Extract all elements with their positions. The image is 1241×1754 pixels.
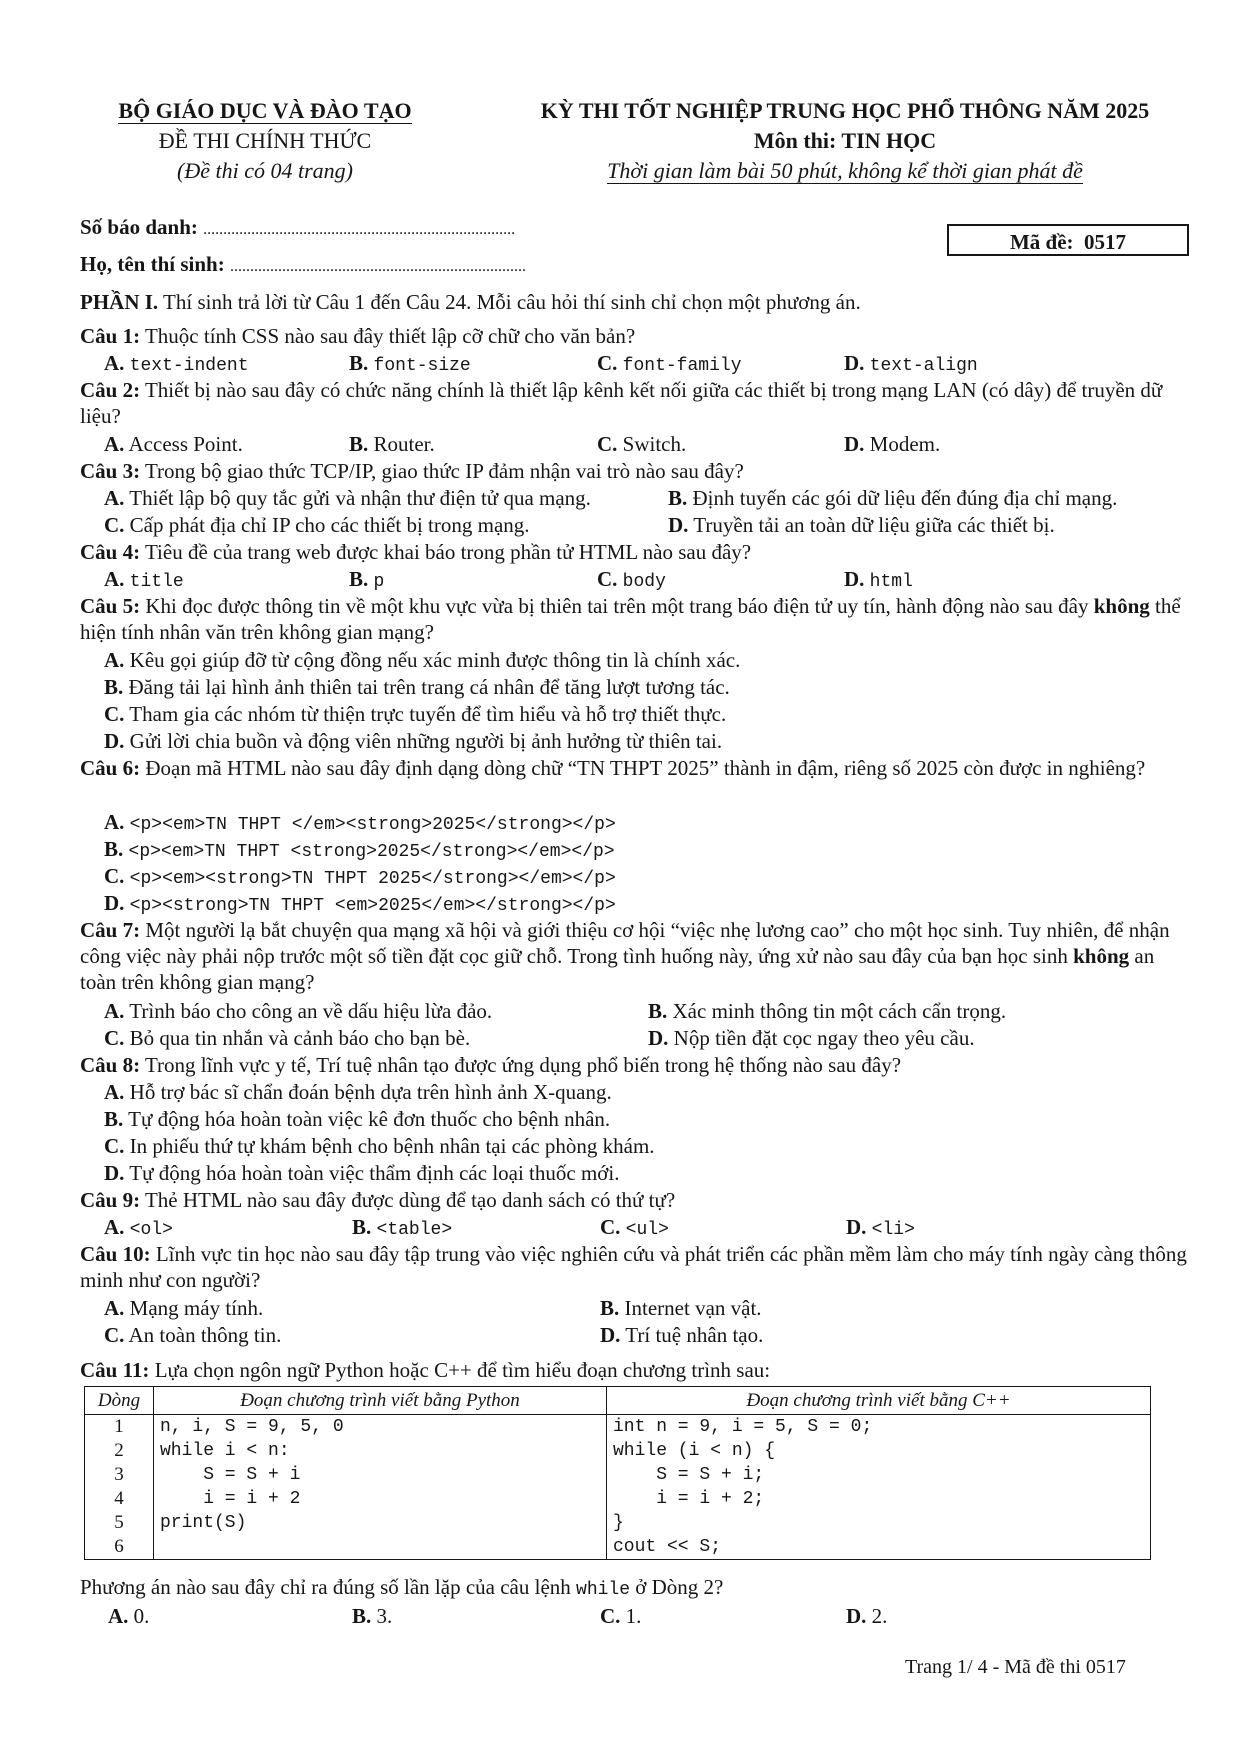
q1-option-d[interactable] (844, 350, 978, 379)
q10-option-b[interactable] (600, 1295, 762, 1321)
question-number: Câu 10: (80, 1242, 151, 1266)
question-text-cont: ở Dòng 2? (635, 1575, 724, 1599)
python-line: S = S + i (160, 1465, 301, 1485)
question-text-cont: thể hiện tính nhân văn trên không gian mạng? (80, 594, 1181, 644)
name-label: Họ, tên thí sinh: (80, 252, 225, 276)
option-label: D. (844, 432, 865, 456)
exam-code-label: Mã đề: (1009, 230, 1074, 254)
q6-option-d[interactable] (104, 890, 616, 919)
cpp-line: } (613, 1513, 624, 1533)
question-10 (80, 1241, 1195, 1293)
line-number-cell (85, 1415, 154, 1560)
q2-option-b[interactable] (349, 431, 435, 457)
option-label: C. (104, 1026, 125, 1050)
option-text: Access Point. (128, 432, 243, 456)
question-7 (80, 917, 1195, 995)
question-number: Câu 11: (80, 1358, 150, 1382)
cpp-line: int n = 9, i = 5, S = 0; (613, 1417, 873, 1437)
option-text: Tự động hóa hoàn toàn việc thẩm định các loại thuốc mới. (129, 1161, 620, 1185)
option-text: Nộp tiền đặt cọc ngay theo yêu cầu. (673, 1026, 975, 1050)
q7-option-b[interactable] (648, 998, 1006, 1024)
python-line: n, i, S = 9, 5, 0 (160, 1417, 344, 1437)
cpp-line: while (i < n) { (613, 1441, 776, 1461)
option-label: A. (104, 999, 125, 1023)
col-header-line: Dòng (85, 1387, 154, 1415)
question-4 (80, 539, 1195, 565)
option-label: A. (104, 567, 125, 591)
sbd-label: Số báo danh: (80, 215, 198, 239)
option-text: Bỏ qua tin nhắn và cảnh báo cho bạn bè. (129, 1026, 471, 1050)
q11-option-c[interactable] (600, 1603, 641, 1629)
q9-option-a[interactable] (104, 1214, 173, 1243)
header-right (500, 96, 1190, 186)
option-text: Internet vạn vật. (624, 1296, 762, 1320)
option-text: Trình báo cho công an về dấu hiệu lừa đảo. (129, 999, 493, 1023)
question-text: Một người lạ bắt chuyện qua mạng xã hội và giới thiệu cơ hội “việc nhẹ lương cao” cho một học sinh. Tuy nhiên, để nhận công việc này phải nộp trước một số tiền đặt cọc giữ chỗ. Trong tình huống này, ứng xử nào sau đây của bạn học sinh (80, 918, 1170, 968)
question-9 (80, 1187, 1195, 1213)
cpp-line: i = i + 2; (613, 1489, 765, 1509)
option-label: C. (104, 702, 125, 726)
option-label: B. (349, 567, 369, 591)
question-text: Thẻ HTML nào sau đây được dùng để tạo danh sách có thứ tự? (144, 1188, 676, 1212)
q7-option-d[interactable] (648, 1025, 975, 1051)
q2-option-d[interactable] (844, 431, 940, 457)
option-text: <p><em>TN THPT </em><strong>2025</strong></p> (129, 815, 616, 835)
q11-option-b[interactable] (352, 1603, 392, 1629)
q3-option-a[interactable] (104, 485, 591, 511)
cpp-line: cout << S; (613, 1537, 722, 1557)
line-number: 3 (114, 1464, 124, 1485)
option-label: A. (104, 1215, 125, 1239)
option-text: Kêu gọi giúp đỡ từ cộng đồng nếu xác minh được thông tin là chính xác. (129, 648, 741, 672)
line-number: 1 (114, 1416, 124, 1437)
question-text: Tiêu đề của trang web được khai báo trong phần tử HTML nào sau đây? (144, 540, 752, 564)
option-label: C. (104, 513, 125, 537)
option-label: D. (668, 513, 689, 537)
question-number: Câu 5: (80, 594, 141, 618)
time-note-text: Thời gian làm bài 50 phút, không kể thời gian phát đề (607, 158, 1083, 183)
option-label: D. (600, 1323, 621, 1347)
q3-option-c[interactable] (104, 512, 530, 538)
option-label: D. (648, 1026, 669, 1050)
option-text: text-indent (129, 356, 249, 376)
option-label: C. (597, 567, 618, 591)
python-code-cell (154, 1415, 607, 1560)
option-text: Đăng tải lại hình ảnh thiên tai trên trang cá nhân để tăng lượt tương tác. (128, 675, 730, 699)
question-text: Lĩnh vực tin học nào sau đây tập trung vào việc nghiên cứu và phát triển các phần mềm làm cho máy tính ngày càng thông minh như con người? (80, 1242, 1187, 1292)
q9-option-b[interactable] (352, 1214, 452, 1243)
option-label: A. (104, 486, 125, 510)
option-label: D. (844, 567, 865, 591)
subject-label: Môn thi: (753, 128, 837, 153)
line-number: 2 (114, 1440, 124, 1461)
q2-option-a[interactable] (104, 431, 243, 457)
q8-option-d[interactable] (104, 1160, 620, 1186)
question-number: Câu 1: (80, 324, 141, 348)
option-label: C. (104, 864, 125, 888)
table-header-row (85, 1387, 1151, 1415)
q5-option-b[interactable] (104, 674, 730, 700)
exam-code-box (947, 224, 1189, 256)
q8-option-b[interactable] (104, 1106, 610, 1132)
question-number: Câu 8: (80, 1053, 141, 1077)
q1-option-a[interactable] (104, 350, 249, 379)
q3-option-d[interactable] (668, 512, 1055, 538)
question-emphasis: không (1073, 944, 1130, 968)
option-label: C. (597, 351, 618, 375)
ministry-name: BỘ GIÁO DỤC VÀ ĐÀO TẠO (118, 98, 412, 123)
option-text: 0. (133, 1604, 150, 1628)
option-text: <ul> (625, 1220, 669, 1240)
option-label: A. (104, 1296, 125, 1320)
option-text: Switch. (622, 432, 687, 456)
option-label: C. (600, 1604, 621, 1628)
option-text: font-size (373, 356, 471, 376)
q7-option-a[interactable] (104, 998, 492, 1024)
q1-option-b[interactable] (349, 350, 471, 379)
cpp-code-cell (607, 1415, 1151, 1560)
option-text: 3. (376, 1604, 393, 1628)
option-label: A. (104, 1080, 125, 1104)
col-header-python: Đoạn chương trình viết bằng Python (154, 1387, 607, 1415)
python-line (160, 1535, 600, 1559)
q9-option-d[interactable] (846, 1214, 915, 1243)
question-text: Khi đọc được thông tin về một khu vực vừa bị thiên tai trên một trang báo điện tử uy tín, hành động nào sau đây (145, 594, 1089, 618)
option-label: D. (104, 729, 125, 753)
question-number: Câu 6: (80, 756, 141, 780)
exam-code: 0517 (1084, 230, 1127, 254)
option-label: B. (600, 1296, 620, 1320)
option-text: Tham gia các nhóm từ thiện trực tuyến để tìm hiểu và hỗ trợ thiết thực. (129, 702, 727, 726)
option-label: C. (104, 1134, 125, 1158)
sbd-field[interactable]: .............................................................................. (203, 221, 516, 238)
q11-option-d[interactable] (846, 1603, 887, 1629)
option-label: C. (600, 1215, 621, 1239)
time-note (500, 156, 1190, 186)
q2-option-c[interactable] (597, 431, 686, 457)
q6-option-a[interactable] (104, 809, 616, 838)
question-code: while (576, 1580, 631, 1600)
option-label: B. (104, 837, 124, 861)
question-3 (80, 458, 1195, 484)
q8-option-c[interactable] (104, 1133, 655, 1159)
option-label: D. (104, 891, 125, 915)
option-label: D. (846, 1215, 867, 1239)
question-number: Câu 7: (80, 918, 141, 942)
question-text: Trong bộ giao thức TCP/IP, giao thức IP đảm nhận vai trò nào sau đây? (144, 459, 744, 483)
part1-instruction (80, 289, 1195, 315)
code-table (84, 1386, 1151, 1560)
header-left (100, 96, 430, 186)
q10-option-d[interactable] (600, 1322, 763, 1348)
q4-option-a[interactable] (104, 566, 184, 595)
question-text: Phương án nào sau đây chỉ ra đúng số lần lặp của câu lệnh (80, 1575, 571, 1599)
option-label: B. (648, 999, 668, 1023)
question-6 (80, 755, 1195, 781)
line-number: 6 (114, 1536, 124, 1557)
option-label: B. (668, 486, 688, 510)
option-text: Truyền tải an toàn dữ liệu giữa các thiết bị. (693, 513, 1055, 537)
option-text: Hỗ trợ bác sĩ chẩn đoán bệnh dựa trên hình ảnh X-quang. (129, 1080, 612, 1104)
q6-option-b[interactable] (104, 836, 615, 865)
option-text: Modem. (869, 432, 941, 456)
subject-line (500, 126, 1190, 156)
question-text: Thuộc tính CSS nào sau đây thiết lập cỡ chữ cho văn bản? (144, 324, 636, 348)
option-text: Mạng máy tính. (129, 1296, 264, 1320)
question-number: Câu 9: (80, 1188, 141, 1212)
question-1 (80, 323, 1195, 349)
option-label: B. (104, 1107, 124, 1131)
q5-option-a[interactable] (104, 647, 740, 673)
option-text: <li> (871, 1220, 915, 1240)
option-text: Thiết lập bộ quy tắc gửi và nhận thư điện tử qua mạng. (129, 486, 591, 510)
question-text: Đoạn mã HTML nào sau đây định dạng dòng chữ “TN THPT 2025” thành in đậm, riêng số 2025 còn được in nghiêng? (145, 756, 1146, 780)
option-text: font-family (622, 356, 742, 376)
option-text: <table> (376, 1220, 453, 1240)
question-text: Lựa chọn ngôn ngữ Python hoặc C++ để tìm hiểu đoạn chương trình sau: (154, 1358, 771, 1382)
option-text: <p><em><strong>TN THPT 2025</strong></em></p> (129, 869, 616, 889)
python-line: i = i + 2 (160, 1489, 301, 1509)
python-line: while i < n: (160, 1441, 290, 1461)
question-11 (80, 1357, 1195, 1383)
part1-label: PHẦN I. (80, 290, 159, 314)
q8-option-a[interactable] (104, 1079, 612, 1105)
q3-option-b[interactable] (668, 485, 1117, 511)
option-label: D. (846, 1604, 867, 1628)
option-label: B. (352, 1215, 372, 1239)
official-label: ĐỀ THI CHÍNH THỨC (158, 128, 372, 153)
option-text: 1. (625, 1604, 642, 1628)
option-text: Router. (373, 432, 435, 456)
option-label: B. (352, 1604, 372, 1628)
option-label: A. (104, 432, 125, 456)
col-header-cpp: Đoạn chương trình viết bằng C++ (607, 1387, 1151, 1415)
option-label: C. (597, 432, 618, 456)
option-label: C. (104, 1323, 125, 1347)
option-text: <p><strong>TN THPT <em>2025</em></strong></p> (129, 896, 616, 916)
question-number: Câu 2: (80, 378, 141, 402)
option-text: In phiếu thứ tự khám bệnh cho bệnh nhân tại các phòng khám. (129, 1134, 655, 1158)
question-text: Thiết bị nào sau đây có chức năng chính là thiết lập kênh kết nối giữa các thiết bị trong mạng LAN (có dây) để truyền dữ liệu? (80, 378, 1163, 428)
question-emphasis: không (1093, 594, 1150, 618)
option-text: Định tuyến các gói dữ liệu đến đúng địa chỉ mạng. (692, 486, 1118, 510)
q5-option-c[interactable] (104, 701, 726, 727)
option-text: 2. (871, 1604, 888, 1628)
option-text: Xác minh thông tin một cách cẩn trọng. (672, 999, 1007, 1023)
question-11-prompt (80, 1574, 1195, 1603)
option-text: <ol> (129, 1220, 173, 1240)
q6-option-c[interactable] (104, 863, 616, 892)
q4-option-c[interactable] (597, 566, 666, 595)
line-number: 5 (114, 1512, 124, 1533)
q4-option-b[interactable] (349, 566, 384, 595)
name-line (80, 252, 526, 277)
table-row (85, 1415, 1151, 1560)
option-text: Cấp phát địa chỉ IP cho các thiết bị trong mạng. (129, 513, 530, 537)
page-footer: Trang 1/ 4 - Mã đề thi 0517 (905, 1656, 1126, 1678)
option-text: An toàn thông tin. (128, 1323, 282, 1347)
line-number: 4 (114, 1488, 124, 1509)
option-text: text-align (869, 356, 978, 376)
q5-option-d[interactable] (104, 728, 722, 754)
question-5 (80, 593, 1195, 645)
question-number: Câu 4: (80, 540, 141, 564)
question-2 (80, 377, 1195, 429)
option-label: D. (844, 351, 865, 375)
option-text: html (869, 572, 913, 592)
option-text: title (129, 572, 184, 592)
option-text: Trí tuệ nhân tạo. (625, 1323, 764, 1347)
subject-name: TIN HỌC (841, 128, 937, 153)
option-label: A. (104, 648, 125, 672)
option-label: D. (104, 1161, 125, 1185)
option-text: Gửi lời chia buồn và động viên những người bị ảnh hưởng từ thiên tai. (129, 729, 723, 753)
question-8 (80, 1052, 1195, 1078)
option-label: A. (108, 1604, 129, 1628)
option-text: body (622, 572, 666, 592)
exam-title: KỲ THI TỐT NGHIỆP TRUNG HỌC PHỔ THÔNG NĂM 2025 (540, 98, 1150, 123)
q9-option-c[interactable] (600, 1214, 669, 1243)
python-line: print(S) (160, 1513, 247, 1533)
question-number: Câu 3: (80, 459, 141, 483)
name-field[interactable]: .......................................................................... (229, 258, 526, 275)
question-text: Trong lĩnh vực y tế, Trí tuệ nhân tạo được ứng dụng phổ biến trong hệ thống nào sau đây? (144, 1053, 902, 1077)
option-label: B. (104, 675, 124, 699)
option-text: p (373, 572, 385, 592)
q7-option-c[interactable] (104, 1025, 470, 1051)
option-text: Tự động hóa hoàn toàn việc kê đơn thuốc cho bệnh nhân. (128, 1107, 611, 1131)
q4-option-d[interactable] (844, 566, 913, 595)
option-label: B. (349, 432, 369, 456)
q10-option-a[interactable] (104, 1295, 263, 1321)
cpp-line: S = S + i; (613, 1465, 765, 1485)
question-text-cont: an toàn trên không gian mạng? (80, 944, 1155, 994)
option-label: A. (104, 810, 125, 834)
option-label: A. (104, 351, 125, 375)
pages-note: (Đề thi có 04 trang) (177, 158, 353, 183)
q1-option-c[interactable] (597, 350, 742, 379)
part1-text: Thí sinh trả lời từ Câu 1 đến Câu 24. Mỗi câu hỏi thí sinh chỉ chọn một phương án. (163, 290, 861, 314)
option-text: <p><em>TN THPT <strong>2025</strong></em></p> (128, 842, 615, 862)
sbd-line (80, 215, 515, 240)
option-label: B. (349, 351, 369, 375)
q10-option-c[interactable] (104, 1322, 281, 1348)
q11-option-a[interactable] (108, 1603, 149, 1629)
